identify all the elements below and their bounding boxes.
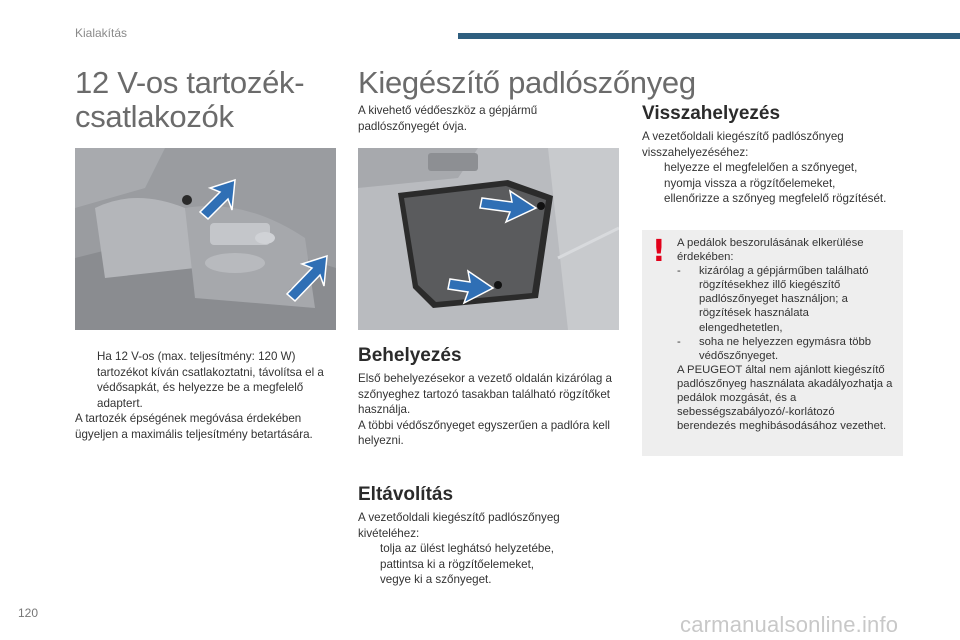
socket-photo bbox=[75, 148, 336, 330]
socket-illustration bbox=[75, 148, 336, 330]
step-text: tolja az ülést leghátsó helyzetébe, bbox=[380, 542, 555, 555]
list-item bbox=[75, 349, 337, 411]
warning-outro: A PEUGEOT által nem ajánlott kiegészítő padlószőnyeg használata akadályozhatja a pedálok mozgását, és a sebességszabályozó/-korlátozó berendezés meghibásodásához vezethet. bbox=[677, 363, 893, 433]
list-item bbox=[642, 191, 912, 207]
step-text: vegye ki a szőnyeget. bbox=[380, 573, 492, 586]
step-text: ellenőrizze a szőnyeg megfelelő rögzítését. bbox=[664, 192, 887, 205]
middle-intro: A kivehető védőeszköz a gépjármű padlószőnyegét óvja. bbox=[358, 104, 538, 133]
list-item bbox=[358, 572, 620, 588]
left-text-block bbox=[75, 349, 337, 442]
warning-icon: ! bbox=[652, 234, 666, 269]
floor-mat-photo bbox=[358, 148, 619, 330]
step-text: nyomja vissza a rögzítőelemeket, bbox=[664, 176, 836, 190]
page-title-middle: Kiegészítő padlószőnyeg bbox=[358, 65, 696, 100]
floor-mat-illustration bbox=[358, 148, 619, 330]
warning-item-text: soha ne helyezzen egymásra több védőszőnyeget. bbox=[699, 335, 872, 362]
warning-box bbox=[642, 230, 903, 456]
page-number: 120 bbox=[18, 606, 39, 620]
warning-item-text: kizárólag a gépjárműben található rögzítésekhez illő kiegészítő padlószőnyeget használjon; a rögzítések használata elengedhetetlen, bbox=[699, 265, 869, 334]
reinstall-text bbox=[642, 129, 912, 207]
list-item bbox=[642, 176, 912, 192]
warning-text bbox=[677, 236, 895, 433]
title-line-2: csatlakozók bbox=[75, 99, 234, 134]
page-title-left bbox=[75, 66, 345, 134]
header-accent-bar bbox=[458, 33, 960, 39]
install-text bbox=[358, 371, 620, 449]
list-item bbox=[358, 541, 620, 557]
dash-symbol: - bbox=[677, 265, 681, 278]
bullet-text: Ha 12 V-os (max. teljesítmény: 120 W) tartozékot kíván csatlakoztatni, távolítsa el a védősapkát, és helyezze be a megfelelő adaptert. bbox=[97, 350, 324, 410]
remove-intro: A vezetőoldali kiegészítő padlószőnyeg kivételéhez: bbox=[358, 511, 560, 540]
warning-intro: A pedálok beszorulásának elkerülése érdekében: bbox=[677, 237, 864, 264]
list-item bbox=[677, 264, 895, 334]
list-item bbox=[358, 557, 620, 573]
reinstall-heading: Visszahelyezés bbox=[642, 103, 781, 124]
section-name: Kialakítás bbox=[75, 26, 128, 40]
watermark: carmanualsonline.info bbox=[680, 612, 899, 637]
step-text: pattintsa ki a rögzítőelemeket, bbox=[380, 557, 535, 571]
left-note: A tartozék épségének megóvása érdekében ügyeljen a maximális teljesítmény betartására. bbox=[75, 412, 313, 441]
remove-text bbox=[358, 510, 620, 588]
title-line-1: 12 V-os tartozék- bbox=[75, 65, 305, 100]
list-item bbox=[642, 160, 912, 176]
list-item bbox=[677, 335, 895, 363]
step-text: helyezze el megfelelően a szőnyeget, bbox=[664, 161, 858, 174]
install-text-2: A többi védőszőnyeget egyszerűen a padlóra kell helyezni. bbox=[358, 418, 611, 447]
reinstall-intro: A vezetőoldali kiegészítő padlószőnyeg visszahelyezéséhez: bbox=[642, 130, 844, 159]
dash-symbol: - bbox=[677, 335, 681, 348]
install-heading: Behelyezés bbox=[358, 345, 462, 366]
install-text-1: Első behelyezésekor a vezető oldalán kizárólag a szőnyeghez tartozó tasakban található rögzítőket használja. bbox=[358, 372, 612, 416]
remove-heading: Eltávolítás bbox=[358, 484, 454, 505]
